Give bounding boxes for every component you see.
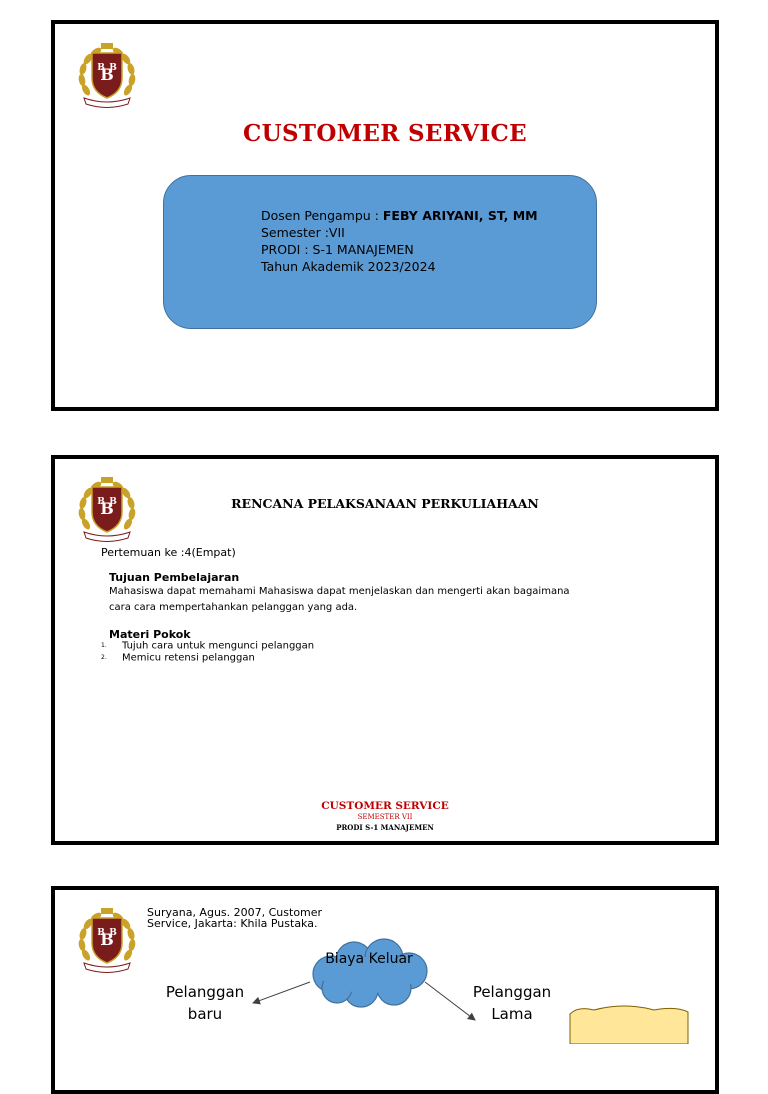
footer-prodi: PRODI S-1 MANAJEMEN [336,823,434,832]
objective-text-line-1: Mahasiswa dapat memahami Mahasiswa dapat menjelaskan dan mengerti akan bagaimana [109,586,570,597]
materials-heading: Materi Pokok [109,628,191,641]
prodi-line: PRODI : S-1 MANAJEMEN [261,242,414,257]
objective-text-line-2: cara cara mempertahankan pelanggan yang ada. [109,602,358,613]
list-text: Tujuh cara untuk mengunci pelanggan [122,640,315,652]
reference-line-1: Suryana, Agus. 2007, Customer [147,906,323,919]
scroll-note-shape [564,1004,694,1044]
lecturer-line [261,207,538,224]
objective-heading: Tujuan Pembelajaran [109,571,240,584]
lesson-plan-title: RENCANA PELAKSANAAN PERKULIAHAAN [231,496,539,511]
new-customer-line-1: Pelanggan [165,983,245,1001]
list-item [101,652,314,664]
footer-title: CUSTOMER SERVICE [321,800,449,812]
list-number: 2. [101,653,107,661]
slide-title [51,20,719,411]
list-text: Memicu retensi pelanggan [122,652,255,663]
course-info-text [261,207,538,275]
new-customer-label [155,981,255,1025]
course-title: CUSTOMER SERVICE [243,120,527,147]
old-customer-line-1: Pelanggan [472,983,552,1001]
course-info-box [163,175,597,329]
slide-customer-diagram [51,886,719,1094]
meeting-number: Pertemuan ke :4(Empat) [101,546,236,559]
materials-list [101,640,314,663]
lecturer-name: FEBY ARIYANI, ST, MM [382,208,538,223]
semester-line: Semester :VII [261,225,345,240]
footer-semester: SEMESTER VII [357,813,413,821]
reference-line-2: Service, Jakarta: Khila Pustaka. [147,917,318,930]
old-customer-label [462,981,562,1025]
list-item [101,640,314,652]
academic-year-line: Tahun Akademik 2023/2024 [261,259,436,274]
cloud-shape [299,938,439,1008]
lecturer-label: Dosen Pengampu : [261,208,383,223]
list-number: 1. [101,642,107,649]
new-customer-line-2: baru [187,1005,223,1023]
old-customer-line-2: Lama [491,1005,533,1023]
cloud-label: Biaya Keluar [325,951,413,967]
college-logo-icon [72,40,142,110]
slide-lesson-plan [51,455,719,845]
